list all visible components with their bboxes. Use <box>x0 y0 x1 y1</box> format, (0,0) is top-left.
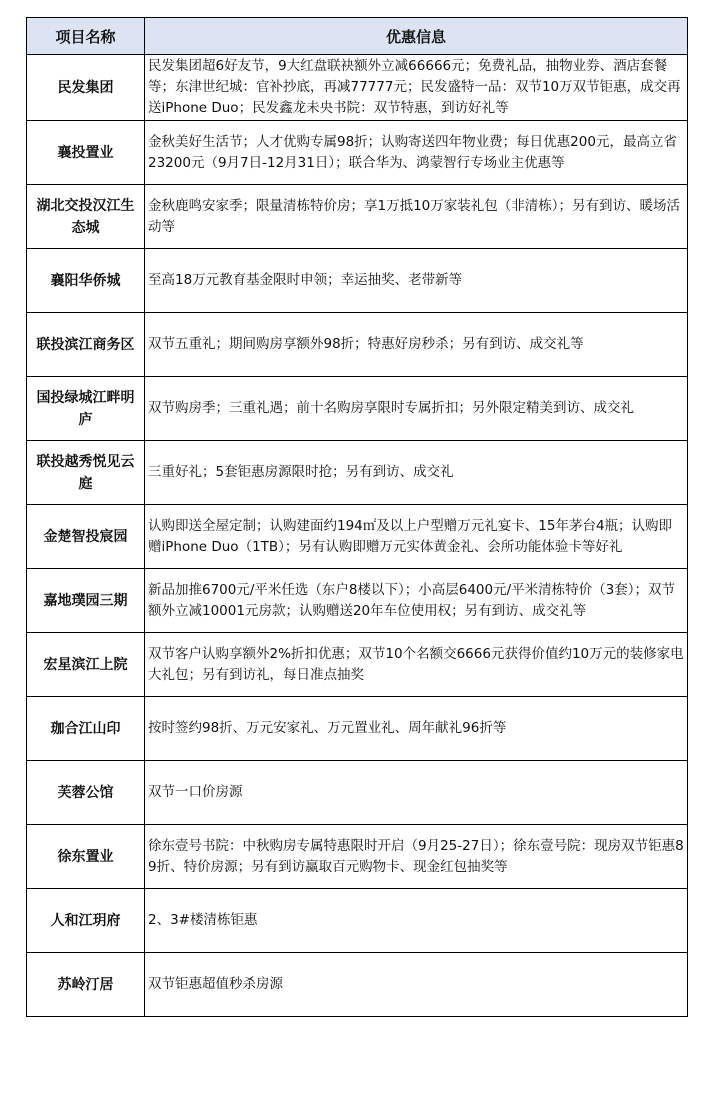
project-name-cell: 徐东置业 <box>27 825 145 889</box>
project-name-cell: 襄投置业 <box>27 121 145 185</box>
table-row <box>27 889 688 953</box>
project-name-cell: 湖北交投汉江生态城 <box>27 185 145 249</box>
table-row <box>27 697 688 761</box>
promo-info-cell: 至高18万元教育基金限时申领；幸运抽奖、老带新等 <box>145 249 688 313</box>
table-row <box>27 825 688 889</box>
project-name-cell: 芙蓉公馆 <box>27 761 145 825</box>
promo-info-cell: 三重好礼；5套钜惠房源限时抢；另有到访、成交礼 <box>145 441 688 505</box>
table-row <box>27 441 688 505</box>
promo-info-cell: 认购即送全屋定制；认购建面约194㎡及以上户型赠万元礼宴卡、15年茅台4瓶；认购即赠iPhone Duo（1TB）；另有认购即赠万元实体黄金礼、会所功能体验卡等好礼 <box>145 505 688 569</box>
promotions-table <box>26 17 688 1017</box>
promo-info-cell: 双节购房季；三重礼遇；前十名购房享限时专属折扣；另外限定精美到访、成交礼 <box>145 377 688 441</box>
project-name-cell: 人和江玥府 <box>27 889 145 953</box>
table-row <box>27 313 688 377</box>
table-row <box>27 121 688 185</box>
table-row <box>27 185 688 249</box>
promo-info-cell: 新品加推6700元/平米任选（东户8楼以下）；小高层6400元/平米清栋特价（3套）；双节额外立减10001元房款；认购赠送20年车位使用权；另有到访、成交礼等 <box>145 569 688 633</box>
promo-info-cell: 金秋美好生活节；人才优购专属98折；认购寄送四年物业费；每日优惠200元，最高立省23200元（9月7日-12月31日）；联合华为、鸿蒙智行专场业主优惠等 <box>145 121 688 185</box>
project-name-cell: 襄阳华侨城 <box>27 249 145 313</box>
project-name-cell: 宏星滨江上院 <box>27 633 145 697</box>
promo-info-cell: 金秋鹿鸣安家季；限量清栋特价房；享1万抵10万家装礼包（非清栋）；另有到访、暖场活动等 <box>145 185 688 249</box>
header-project-name: 项目名称 <box>27 18 145 55</box>
promo-info-cell: 双节五重礼；期间购房享额外98折；特惠好房秒杀；另有到访、成交礼等 <box>145 313 688 377</box>
table-header-row <box>27 18 688 55</box>
project-name-cell: 嘉地璞园三期 <box>27 569 145 633</box>
header-promo-info: 优惠信息 <box>145 18 688 55</box>
promo-info-cell: 民发集团超6好友节，9大红盘联袂额外立减66666元；免费礼品，抽物业券、酒店套餐等；东津世纪城：官补抄底，再减77777元；民发盛特一品：双节10万双节钜惠，成交再送iPhone Duo；民发鑫龙未央书院：双节特惠，到访好礼等 <box>145 55 688 121</box>
project-name-cell: 联投越秀悦见云庭 <box>27 441 145 505</box>
table-row <box>27 569 688 633</box>
project-name-cell: 珈合江山印 <box>27 697 145 761</box>
promo-info-cell: 按时签约98折、万元安家礼、万元置业礼、周年献礼96折等 <box>145 697 688 761</box>
project-name-cell: 苏岭汀居 <box>27 953 145 1017</box>
promo-info-cell: 2、3#楼清栋钜惠 <box>145 889 688 953</box>
promo-info-cell: 双节钜惠超值秒杀房源 <box>145 953 688 1017</box>
table-row <box>27 633 688 697</box>
project-name-cell: 金楚智投宸园 <box>27 505 145 569</box>
project-name-cell: 国投绿城江畔明庐 <box>27 377 145 441</box>
table-row <box>27 249 688 313</box>
promo-info-cell: 双节客户认购享额外2%折扣优惠；双节10个名额交6666元获得价值约10万元的装修家电大礼包；另有到访礼，每日准点抽奖 <box>145 633 688 697</box>
table-row <box>27 55 688 121</box>
table-row <box>27 761 688 825</box>
promo-info-cell: 徐东壹号书院：中秋购房专属特惠限时开启（9月25-27日）；徐东壹号院：现房双节钜惠89折、特价房源；另有到访赢取百元购物卡、现金红包抽奖等 <box>145 825 688 889</box>
table-row <box>27 377 688 441</box>
table-row <box>27 953 688 1017</box>
project-name-cell: 民发集团 <box>27 55 145 121</box>
promo-info-cell: 双节一口价房源 <box>145 761 688 825</box>
table-row <box>27 505 688 569</box>
project-name-cell: 联投滨江商务区 <box>27 313 145 377</box>
